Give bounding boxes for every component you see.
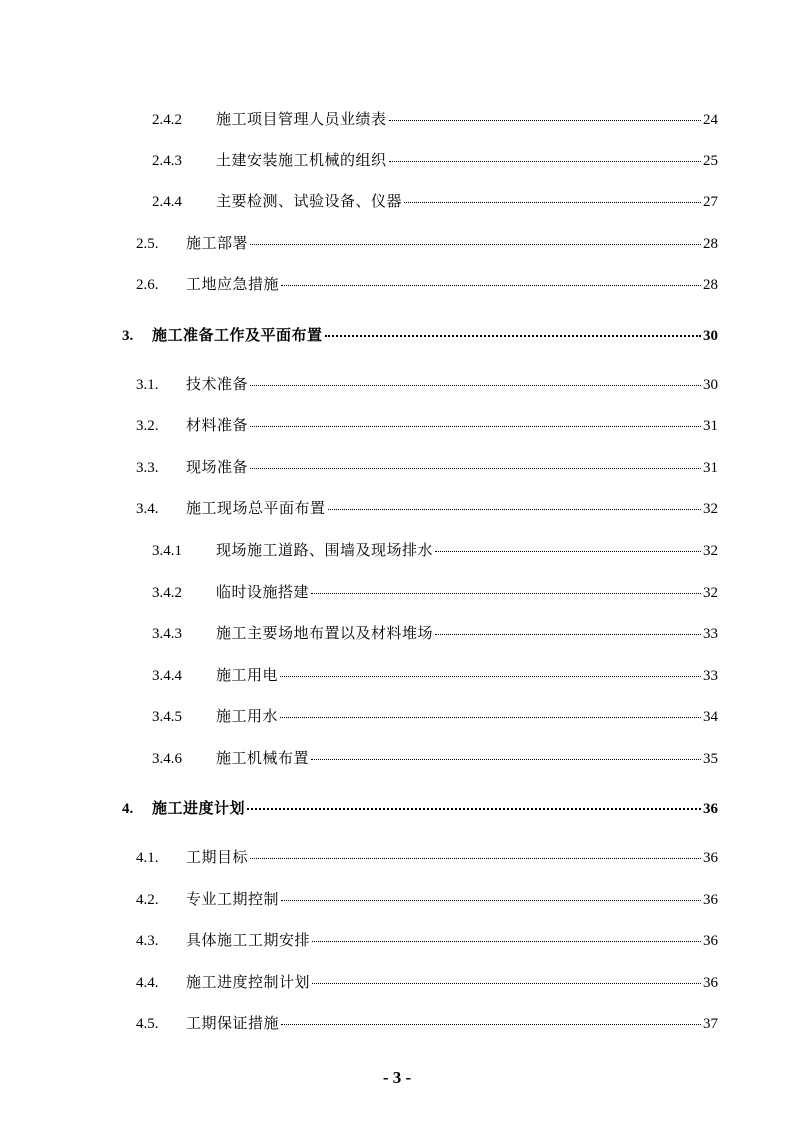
toc-entry[interactable] [122,798,718,819]
toc-entry-number: 3.2. [136,418,159,434]
toc-entry-page: 24 [703,112,718,128]
toc-entry-title: 施工准备工作及平面布置 [152,326,323,344]
toc-entry-page: 36 [703,933,718,949]
toc-entry-number: 3.3. [136,460,159,476]
toc-leader-dots [250,243,701,245]
toc-entry-number: 4.2. [136,892,159,908]
toc-entry-title: 具体施工工期安排 [186,931,311,949]
toc-entry-number: 2.4.3 [152,153,182,169]
toc-entry[interactable] [136,374,718,395]
toc-leader-dots [435,633,701,635]
toc-entry[interactable] [152,623,718,644]
toc-entry-number: 2.5. [136,236,159,252]
toc-entry-title: 施工现场总平面布置 [186,499,326,517]
toc-entry[interactable] [136,498,718,519]
toc-entry-page: 32 [703,501,718,517]
toc-entry[interactable] [136,415,718,436]
toc-entry-number: 3.1. [136,377,159,393]
toc-entry[interactable] [122,325,718,346]
toc-leader-dots [389,160,701,162]
toc-entry[interactable] [136,457,718,478]
toc-leader-dots [328,508,701,510]
toc-entry-title: 现场准备 [186,458,249,476]
toc-entry-page: 25 [703,153,718,169]
toc-entry-number: 3.4. [136,501,159,517]
toc-leader-dots [312,982,701,984]
page-number: - 3 - [382,1068,412,1087]
toc-entry[interactable] [152,748,718,769]
toc-entry[interactable] [152,109,718,130]
toc-leader-dots [250,857,701,859]
toc-entry-page: 30 [703,377,718,393]
toc-entry-number: 4.5. [136,1016,159,1032]
toc-leader-dots [281,1023,701,1025]
toc-entry-title: 施工进度控制计划 [186,973,311,991]
toc-entry-number: 3. [122,328,134,344]
toc-entry-page: 27 [703,194,718,210]
toc-entry[interactable] [136,274,718,295]
toc-leader-dots [435,550,701,552]
toc-entry[interactable] [152,582,718,603]
toc-entry-number: 3.4.5 [152,709,182,725]
toc-entry-title: 临时设施搭建 [216,583,310,601]
toc-entry-title: 施工进度计划 [152,799,246,817]
toc-entry-page: 34 [703,709,718,725]
toc-entry-page: 33 [703,626,718,642]
toc-entry[interactable] [152,540,718,561]
toc-entry-number: 3.4.3 [152,626,182,642]
toc-entry-number: 4.4. [136,975,159,991]
toc-entry-page: 36 [703,892,718,908]
toc-entry-title: 专业工期控制 [186,890,280,908]
toc-entry[interactable] [136,930,718,951]
toc-leader-dots [247,807,701,810]
toc-entry-number: 2.4.4 [152,194,182,210]
toc-entry-page: 36 [703,801,718,817]
toc-entry[interactable] [136,1013,718,1034]
toc-entry-number: 4. [122,801,134,817]
toc-leader-dots [250,467,701,469]
toc-leader-dots [325,334,701,337]
toc-entry-title: 主要检测、试验设备、仪器 [216,192,403,210]
toc-entry[interactable] [136,847,718,868]
toc-entry-title: 现场施工道路、围墙及现场排水 [216,541,434,559]
toc-entry[interactable] [152,706,718,727]
toc-entry-page: 32 [703,543,718,559]
toc-entry-page: 28 [703,277,718,293]
toc-entry-page: 32 [703,585,718,601]
toc-entry-title: 土建安装施工机械的组织 [216,151,387,169]
toc-leader-dots [280,716,701,718]
toc-entry-page: 36 [703,850,718,866]
toc-entry[interactable] [136,972,718,993]
toc-entry-number: 4.3. [136,933,159,949]
toc-entry-title: 施工机械布置 [216,749,310,767]
toc-entry-page: 30 [703,328,718,344]
toc-entry-page: 35 [703,751,718,767]
toc-leader-dots [311,592,701,594]
toc-entry-page: 36 [703,975,718,991]
toc-entry-number: 2.6. [136,277,159,293]
toc-leader-dots [250,384,701,386]
toc-entry-title: 技术准备 [186,375,249,393]
toc-entry-title: 施工用水 [216,707,279,725]
toc-entry-number: 4.1. [136,850,159,866]
toc-entry[interactable] [152,665,718,686]
toc-entry[interactable] [152,150,718,171]
toc-entry-number: 3.4.2 [152,585,182,601]
toc-leader-dots [389,119,701,121]
toc-entry-title: 施工用电 [216,666,279,684]
toc-leader-dots [404,201,701,203]
toc-entry-title: 材料准备 [186,416,249,434]
toc-entry-page: 33 [703,668,718,684]
toc-leader-dots [281,899,701,901]
toc-entry-title: 工地应急措施 [186,275,280,293]
toc-entry-number: 3.4.6 [152,751,182,767]
toc-leader-dots [280,675,701,677]
toc-entry[interactable] [152,191,718,212]
toc-entry-number: 3.4.4 [152,668,182,684]
toc-leader-dots [250,425,701,427]
toc-entry-title: 工期保证措施 [186,1014,280,1032]
toc-entry-page: 37 [703,1016,718,1032]
toc-entry[interactable] [136,889,718,910]
toc-leader-dots [311,758,701,760]
toc-entry-title: 施工主要场地布置以及材料堆场 [216,624,434,642]
toc-entry-page: 31 [703,460,718,476]
toc-entry-title: 施工部署 [186,234,249,252]
toc-entry-title: 施工项目管理人员业绩表 [216,110,387,128]
toc-entry-page: 28 [703,236,718,252]
toc-leader-dots [312,940,701,942]
toc-entry-number: 3.4.1 [152,543,182,559]
toc-entry-page: 31 [703,418,718,434]
toc-entry-title: 工期目标 [186,848,249,866]
toc-entry-number: 2.4.2 [152,112,182,128]
toc-entry[interactable] [136,233,718,254]
toc-leader-dots [281,284,701,286]
